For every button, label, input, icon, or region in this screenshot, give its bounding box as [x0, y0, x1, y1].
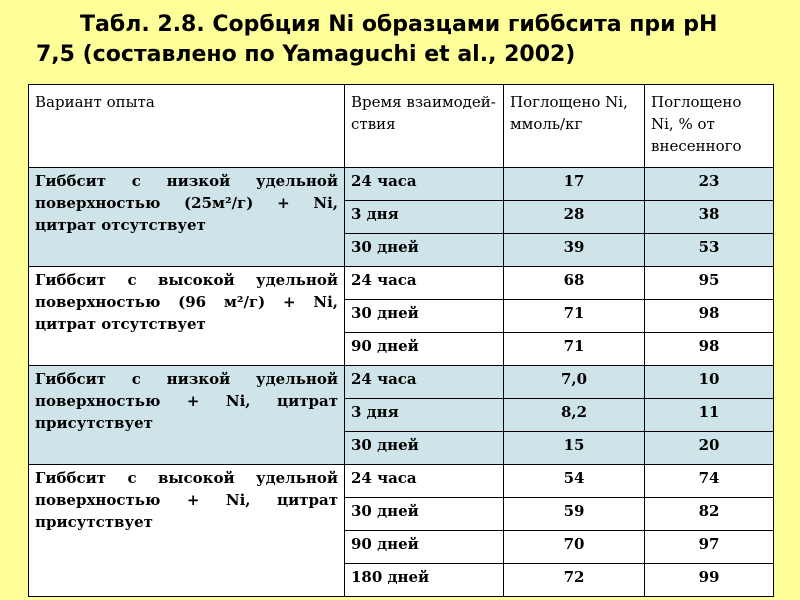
percent-cell: 74 [645, 465, 774, 498]
time-cell: 3 дня [345, 201, 504, 234]
mmol-cell: 70 [504, 531, 645, 564]
variant-cell: Гиббсит с высокой удельной поверхностью (96 м²/г) + Ni, цитрат отсутствует [29, 267, 345, 366]
header-time: Время взаимодей-ствия [345, 85, 504, 168]
time-cell: 24 часа [345, 366, 504, 399]
percent-cell: 98 [645, 300, 774, 333]
percent-cell: 95 [645, 267, 774, 300]
mmol-cell: 72 [504, 564, 645, 597]
percent-cell: 53 [645, 234, 774, 267]
mmol-cell: 71 [504, 300, 645, 333]
time-cell: 30 дней [345, 432, 504, 465]
mmol-cell: 17 [504, 168, 645, 201]
percent-cell: 82 [645, 498, 774, 531]
time-cell: 90 дней [345, 333, 504, 366]
table-row [29, 267, 774, 300]
time-cell: 24 часа [345, 465, 504, 498]
header-absorbed-percent: Поглощено Ni, % от внесенного [645, 85, 774, 168]
mmol-cell: 54 [504, 465, 645, 498]
percent-cell: 38 [645, 201, 774, 234]
time-cell: 30 дней [345, 498, 504, 531]
header-absorbed-mmol: Поглощено Ni, ммоль/кг [504, 85, 645, 168]
percent-cell: 11 [645, 399, 774, 432]
variant-cell: Гиббсит с низкой удельной поверхностью + Ni, цитрат присутствует [29, 366, 345, 465]
table-row [29, 465, 774, 498]
time-cell: 30 дней [345, 300, 504, 333]
header-row [29, 85, 774, 168]
mmol-cell: 39 [504, 234, 645, 267]
table-row [29, 168, 774, 201]
mmol-cell: 8,2 [504, 399, 645, 432]
slide-title: Табл. 2.8. Сорбция Ni образцами гиббсита при рН 7,5 (составлено по Yamaguchi et al., 2002) [36, 12, 718, 67]
variant-cell: Гиббсит с низкой удельной поверхностью (25м²/г) + Ni, цитрат отсутствует [29, 168, 345, 267]
percent-cell: 97 [645, 531, 774, 564]
time-cell: 24 часа [345, 168, 504, 201]
variant-cell: Гиббсит с высокой удельной поверхностью + Ni, цитрат присутствует [29, 465, 345, 597]
table-row [29, 366, 774, 399]
mmol-cell: 28 [504, 201, 645, 234]
mmol-cell: 68 [504, 267, 645, 300]
sorption-table [28, 84, 774, 597]
header-variant: Вариант опыта [29, 85, 345, 168]
time-cell: 180 дней [345, 564, 504, 597]
percent-cell: 23 [645, 168, 774, 201]
mmol-cell: 59 [504, 498, 645, 531]
mmol-cell: 15 [504, 432, 645, 465]
percent-cell: 99 [645, 564, 774, 597]
time-cell: 90 дней [345, 531, 504, 564]
percent-cell: 10 [645, 366, 774, 399]
time-cell: 24 часа [345, 267, 504, 300]
percent-cell: 98 [645, 333, 774, 366]
time-cell: 30 дней [345, 234, 504, 267]
mmol-cell: 71 [504, 333, 645, 366]
mmol-cell: 7,0 [504, 366, 645, 399]
percent-cell: 20 [645, 432, 774, 465]
time-cell: 3 дня [345, 399, 504, 432]
